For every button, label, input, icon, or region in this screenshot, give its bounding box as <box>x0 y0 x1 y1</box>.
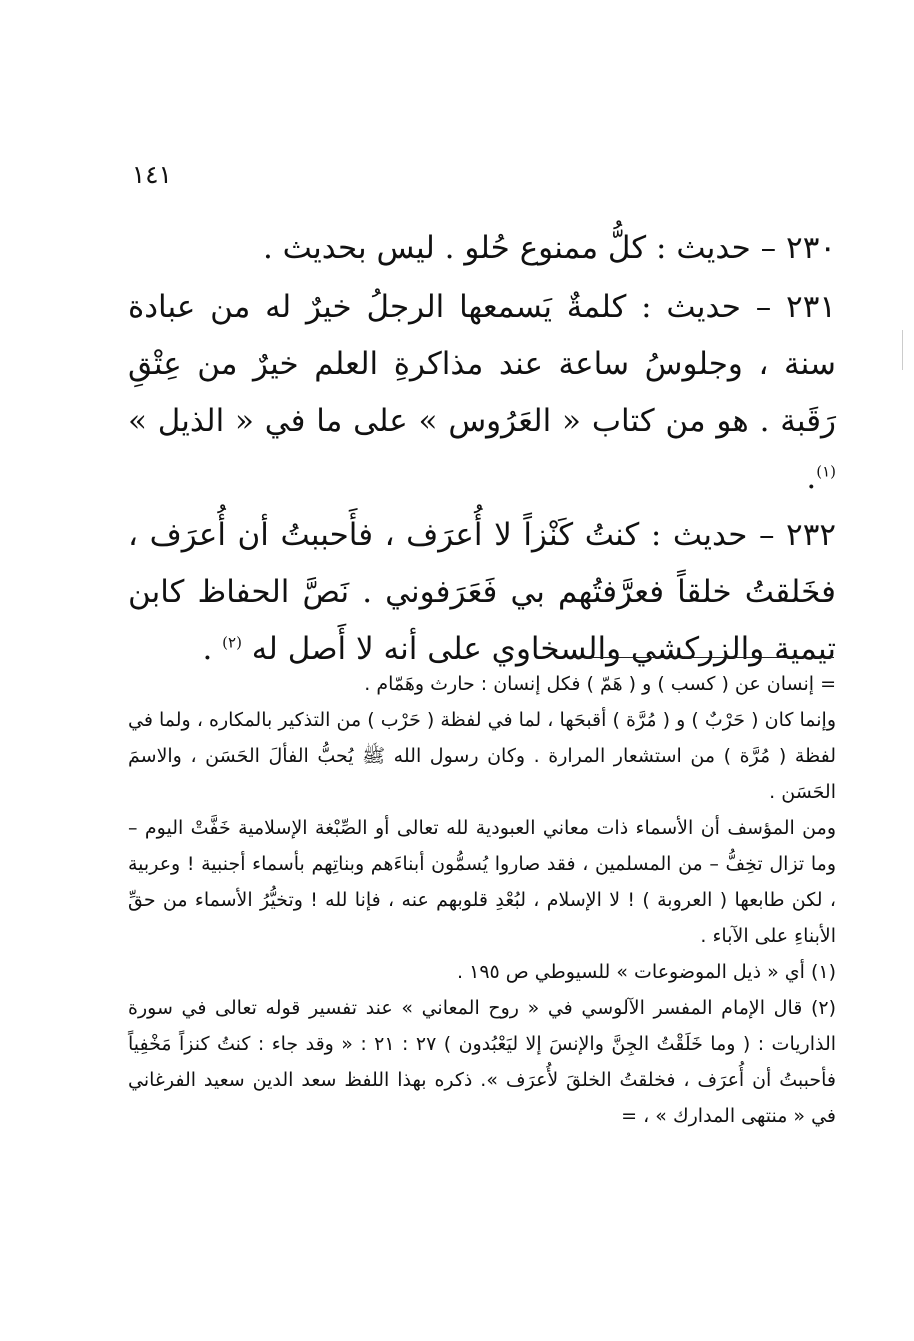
main-text <box>128 220 836 678</box>
hadith-232-text: ٢٣٢ – حديث : كنتُ كَنْزاً لا أُعرَف ، فأَحببتُ أن أُعرَف ، فخَلقتُ خلقاً فعرَّفتُهم بي فَعَرَفوني . نَصَّ الحفاظ كابن تيمية والزركشي والسخاوي على أنه لا أَصل له <box>128 517 836 667</box>
margin-mark <box>902 330 905 370</box>
hadith-230: ٢٣٠ – حديث : كلُّ ممنوع حُلو . ليس بحديث . <box>262 230 836 266</box>
hadith-231-text: ٢٣١ – حديث : كلمةٌ يَسمعها الرجلُ خيرٌ له من عبادة سنة ، وجلوسُ ساعة عند مذاكرةِ العلم خيرٌ من عِتْقِ رَقَبة . هو من كتاب « العَرُوس » على ما في « الذيل » <box>128 289 836 439</box>
hadith-232-end: . <box>202 631 213 667</box>
footnotes <box>128 666 836 1134</box>
footnote-divider <box>572 657 834 658</box>
footnote-2: (٢) قال الإمام المفسر الآلوسي في « روح المعاني » عند تفسير قوله تعالى في سورة الذاريات : ( وما خَلَقْتُ الجِنَّ والإنسَ إلا ليَعْبُدون ) ٢٧ : ٢١ : « وقد جاء : كنتُ كنزاً مَخْفِياً فأحببتُ أن أُعرَف ، فخلقتُ الخلقَ لأُعرَف ». ذكره بهذا اللفظ سعد الدين سعيد الفرغاني في « منتهى المدارك » ، = <box>128 997 837 1127</box>
footnote-ref-1: (١) <box>816 462 836 481</box>
footnote-ref-2: (٢) <box>222 633 242 652</box>
page-number: ١٤١ <box>131 160 172 189</box>
hadith-231-end: . <box>806 460 817 496</box>
hadith-231 <box>128 279 836 507</box>
footnote-continued: = إنسان عن ( كسب ) و ( هَمّ ) فكل إنسان : حارث وهَمّام . <box>364 673 836 695</box>
footnote-paragraph-1: وإنما كان ( حَرْبٌ ) و ( مُرَّة ) أقبحَها ، لما في لفظة ( حَرْب ) من التذكير بالمكاره ، ولما في لفظة ( مُرَّة ) من استشعار المرارة . وكان رسول الله ﷺ يُحبُّ الفألَ الحَسَن ، والاسمَ الحَسَن . <box>128 709 836 803</box>
hadith-232 <box>128 507 836 678</box>
footnote-1: (١) أي « ذيل الموضوعات » للسيوطي ص ١٩٥ . <box>457 961 836 983</box>
footnote-paragraph-2: ومن المؤسف أن الأسماء ذات معاني العبودية لله تعالى أو الصِّبْغة الإسلامية خَفَّتْ اليوم – وما تزال تخِفُّ – من المسلمين ، فقد صاروا يُسمُّون أبناءَهم وبناتِهم بأسماء أجنبية ! وعربية ، لكن طابعها ( العروبة ) ! لا الإسلام ، لبُعْدِ قلوبهم عنه ، فإنا لله ! وتخيُّرُ الأسماء من حقِّ الأبناءِ على الآباء . <box>128 817 836 947</box>
